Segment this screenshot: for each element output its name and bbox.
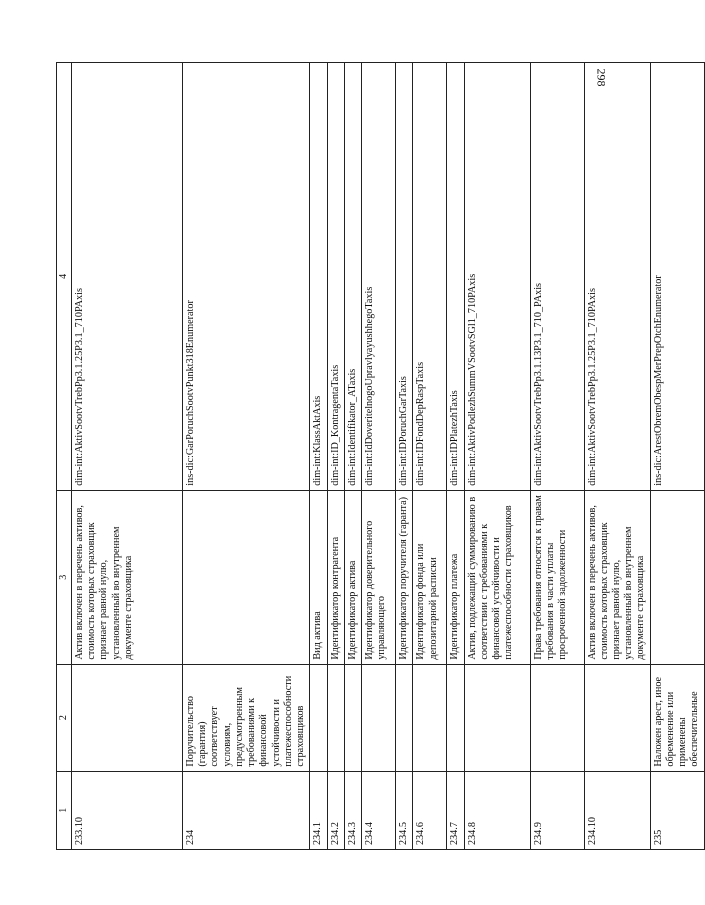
row-label xyxy=(464,664,530,771)
table-row xyxy=(464,63,530,850)
row-number: 235 xyxy=(650,771,704,849)
table-row xyxy=(72,63,183,850)
header-cell: 1 xyxy=(57,771,72,849)
header-row xyxy=(57,63,72,850)
row-code: dim-int:IdDoveritelnogoUpravlyayushhegoTaxis xyxy=(362,63,396,491)
table-row xyxy=(396,63,413,850)
row-number: 234.9 xyxy=(530,771,584,849)
row-code: dim-int:AktivPodlezhSummVSootvSGl1_710PAxis xyxy=(464,63,530,491)
row-label xyxy=(344,664,361,771)
row-number: 234.2 xyxy=(327,771,344,849)
row-description: Идентификатор доверительного управляющего xyxy=(362,490,396,664)
table-row xyxy=(310,63,327,850)
row-code: dim-int:Identifikator_ATaxis xyxy=(344,63,361,491)
row-code: ins-dic:ArestObremObespMerPrepOtchEnumerator xyxy=(650,63,704,491)
row-description: Вид актива xyxy=(310,490,327,664)
row-number: 234.1 xyxy=(310,771,327,849)
row-label xyxy=(413,664,447,771)
data-table xyxy=(56,62,705,850)
row-number: 234.10 xyxy=(584,771,650,849)
row-label xyxy=(310,664,327,771)
header-cell: 3 xyxy=(57,490,72,664)
table-row xyxy=(650,63,704,850)
row-label xyxy=(362,664,396,771)
row-label xyxy=(447,664,464,771)
row-description: Идентификатор поручителя (гаранта) xyxy=(396,490,413,664)
rotated-table-wrapper xyxy=(56,62,701,850)
row-code: dim-int:AktivSootvTrebPp3.1.25P3.1_710PAxis xyxy=(584,63,650,491)
row-code: dim-int:IDPlatezhTaxis xyxy=(447,63,464,491)
row-label xyxy=(584,664,650,771)
row-code: dim-int:AktivSootvTrebPp3.1.13P3.1_710_PAxis xyxy=(530,63,584,491)
table-row xyxy=(584,63,650,850)
row-description: Идентификатор фонда или депозитарной расписки xyxy=(413,490,447,664)
row-description: Актив включен в перечень активов, стоимость которых страховщик признает равной нулю, установленный во внутреннем документе страховщика xyxy=(72,490,183,664)
row-code: dim-int:ID_KontragentaTaxis xyxy=(327,63,344,491)
row-label: Поручительство (гарантия) соответствует условиям, предусмотренным требованиями к финансовой устойчивости и платежеспособности страховщиков xyxy=(183,664,310,771)
row-number: 234.5 xyxy=(396,771,413,849)
row-description: Идентификатор платежа xyxy=(447,490,464,664)
header-cell: 2 xyxy=(57,664,72,771)
row-number: 234 xyxy=(183,771,310,849)
row-description: Права требования относятся к правам требования в части уплаты просроченной задолженности xyxy=(530,490,584,664)
row-code: ins-dic:GarPoruchSootvPunkt318Enumerator xyxy=(183,63,310,491)
table-row xyxy=(447,63,464,850)
row-description xyxy=(650,490,704,664)
row-description: Идентификатор актива xyxy=(344,490,361,664)
row-number: 234.8 xyxy=(464,771,530,849)
header-cell: 4 xyxy=(57,63,72,491)
row-description xyxy=(183,490,310,664)
row-label xyxy=(327,664,344,771)
table-row xyxy=(344,63,361,850)
table-row xyxy=(413,63,447,850)
row-label xyxy=(530,664,584,771)
row-label xyxy=(396,664,413,771)
row-description: Актив включен в перечень активов, стоимость которых страховщик признает равной нулю, установленный во внутреннем документе страховщика xyxy=(584,490,650,664)
table-row xyxy=(530,63,584,850)
row-label xyxy=(72,664,183,771)
row-code: dim-int:KlassAktAxis xyxy=(310,63,327,491)
row-number: 234.4 xyxy=(362,771,396,849)
row-label: Наложен арест, иное обременение или применены обеспечительные xyxy=(650,664,704,771)
row-description: Идентификатор контрагента xyxy=(327,490,344,664)
table-row xyxy=(362,63,396,850)
row-number: 233.10 xyxy=(72,771,183,849)
page-number: 298 xyxy=(594,68,609,87)
table-row xyxy=(327,63,344,850)
row-number: 234.3 xyxy=(344,771,361,849)
row-number: 234.7 xyxy=(447,771,464,849)
row-code: dim-int:IDPoruchGarTaxis xyxy=(396,63,413,491)
row-number: 234.6 xyxy=(413,771,447,849)
row-code: dim-int:AktivSootvTrebPp3.1.25P3.1_710PAxis xyxy=(72,63,183,491)
table-row xyxy=(183,63,310,850)
row-description: Актив, подлежащий суммированию в соответствии с требованиями к финансовой устойчивости и платежеспособности страховщиков xyxy=(464,490,530,664)
row-code: dim-int:IDFondDepRaspTaxis xyxy=(413,63,447,491)
